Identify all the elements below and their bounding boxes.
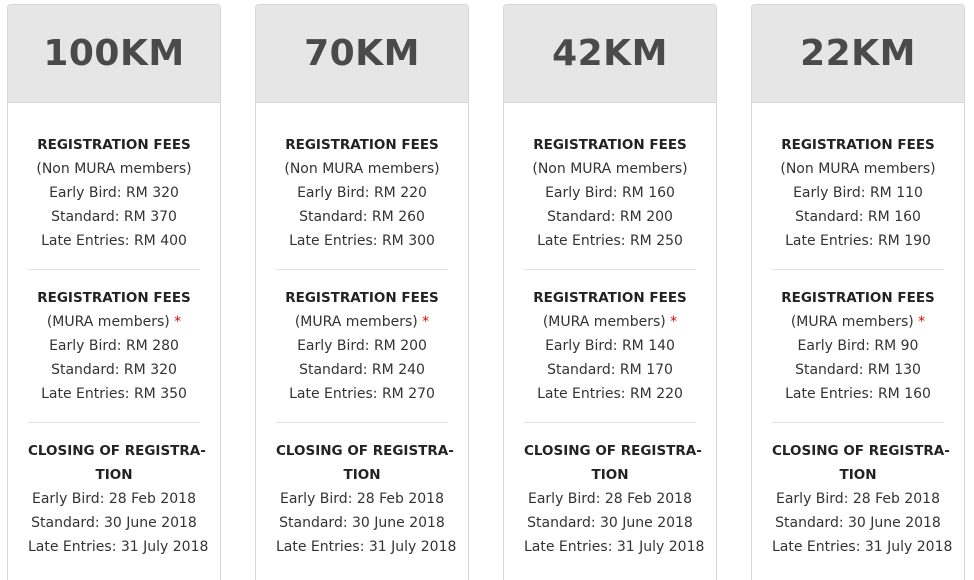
late-entries-fee: Late Entries: RM 350 <box>41 386 187 402</box>
pricing-card-42km <box>503 4 717 580</box>
non-member-fees-section <box>28 133 200 270</box>
early-bird-closing: Early Bird: 28 Feb 2018 <box>776 491 940 507</box>
member-fees-section <box>524 286 696 423</box>
early-bird-fee: Early Bird: RM 220 <box>297 185 427 201</box>
card-header <box>8 5 220 103</box>
section-subtitle-row <box>772 310 944 334</box>
closing-section <box>772 439 953 575</box>
standard-closing: Standard: 30 June 2018 <box>775 515 941 531</box>
early-bird-fee: Early Bird: RM 90 <box>797 338 919 354</box>
standard-fee: Standard: RM 170 <box>547 362 673 378</box>
section-heading-continued: TION <box>343 467 381 483</box>
member-fees-section <box>276 286 448 423</box>
late-entries-fee: Late Entries: RM 300 <box>289 233 435 249</box>
closing-section <box>524 439 705 575</box>
standard-fee: Standard: RM 240 <box>299 362 425 378</box>
section-subtitle: (Non MURA members) <box>780 161 936 177</box>
early-bird-fee: Early Bird: RM 280 <box>49 338 179 354</box>
section-subtitle: (Non MURA members) <box>36 161 192 177</box>
card-body <box>8 103 220 575</box>
late-entries-closing: Late Entries: 31 July 2018 <box>524 539 705 555</box>
required-asterisk: * <box>422 314 430 330</box>
standard-closing: Standard: 30 June 2018 <box>31 515 197 531</box>
late-entries-fee: Late Entries: RM 160 <box>785 386 931 402</box>
early-bird-fee: Early Bird: RM 320 <box>49 185 179 201</box>
card-header <box>752 5 964 103</box>
early-bird-fee: Early Bird: RM 140 <box>545 338 675 354</box>
section-subtitle-row <box>524 310 696 334</box>
section-heading: REGISTRATION FEES <box>285 290 439 306</box>
member-fees-section <box>28 286 200 423</box>
card-title: 22KM <box>800 33 916 74</box>
required-asterisk: * <box>918 314 926 330</box>
standard-fee: Standard: RM 320 <box>51 362 177 378</box>
early-bird-fee: Early Bird: RM 160 <box>545 185 675 201</box>
late-entries-fee: Late Entries: RM 250 <box>537 233 683 249</box>
section-heading: REGISTRATION FEES <box>781 137 935 153</box>
section-heading: CLOSING OF REGISTRA- <box>28 443 206 459</box>
late-entries-fee: Late Entries: RM 400 <box>41 233 187 249</box>
section-subtitle: (Non MURA members) <box>284 161 440 177</box>
required-asterisk: * <box>670 314 678 330</box>
section-subtitle: (MURA members) <box>46 314 170 330</box>
section-heading: CLOSING OF REGISTRA- <box>772 443 950 459</box>
section-heading: REGISTRATION FEES <box>781 290 935 306</box>
section-subtitle: (MURA members) <box>790 314 914 330</box>
non-member-fees-section <box>276 133 448 270</box>
section-subtitle-row <box>28 310 200 334</box>
late-entries-closing: Late Entries: 31 July 2018 <box>276 539 457 555</box>
closing-section <box>28 439 209 575</box>
card-title: 70KM <box>304 33 420 74</box>
pricing-card-22km <box>751 4 965 580</box>
section-subtitle: (MURA members) <box>294 314 418 330</box>
section-heading-continued: TION <box>839 467 877 483</box>
standard-fee: Standard: RM 160 <box>795 209 921 225</box>
section-subtitle: (Non MURA members) <box>532 161 688 177</box>
early-bird-closing: Early Bird: 28 Feb 2018 <box>528 491 692 507</box>
section-heading-continued: TION <box>95 467 133 483</box>
standard-fee: Standard: RM 370 <box>51 209 177 225</box>
late-entries-fee: Late Entries: RM 270 <box>289 386 435 402</box>
standard-fee: Standard: RM 130 <box>795 362 921 378</box>
card-body <box>752 103 964 575</box>
standard-fee: Standard: RM 200 <box>547 209 673 225</box>
late-entries-closing: Late Entries: 31 July 2018 <box>772 539 953 555</box>
section-heading: CLOSING OF REGISTRA- <box>276 443 454 459</box>
standard-closing: Standard: 30 June 2018 <box>527 515 693 531</box>
section-heading: CLOSING OF REGISTRA- <box>524 443 702 459</box>
early-bird-fee: Early Bird: RM 110 <box>793 185 923 201</box>
late-entries-fee: Late Entries: RM 220 <box>537 386 683 402</box>
non-member-fees-section <box>524 133 696 270</box>
closing-section <box>276 439 457 575</box>
section-heading: REGISTRATION FEES <box>533 290 687 306</box>
early-bird-closing: Early Bird: 28 Feb 2018 <box>280 491 444 507</box>
late-entries-fee: Late Entries: RM 190 <box>785 233 931 249</box>
standard-closing: Standard: 30 June 2018 <box>279 515 445 531</box>
early-bird-fee: Early Bird: RM 200 <box>297 338 427 354</box>
card-body <box>256 103 468 575</box>
member-fees-section <box>772 286 944 423</box>
standard-fee: Standard: RM 260 <box>299 209 425 225</box>
section-heading: REGISTRATION FEES <box>37 290 191 306</box>
section-heading-continued: TION <box>591 467 629 483</box>
required-asterisk: * <box>174 314 182 330</box>
section-subtitle: (MURA members) <box>542 314 666 330</box>
card-title: 100KM <box>43 33 185 74</box>
section-subtitle-row <box>276 310 448 334</box>
card-header <box>256 5 468 103</box>
non-member-fees-section <box>772 133 944 270</box>
section-heading: REGISTRATION FEES <box>37 137 191 153</box>
card-title: 42KM <box>552 33 668 74</box>
late-entries-closing: Late Entries: 31 July 2018 <box>28 539 209 555</box>
section-heading: REGISTRATION FEES <box>533 137 687 153</box>
card-header <box>504 5 716 103</box>
pricing-card-100km <box>7 4 221 580</box>
pricing-card-70km <box>255 4 469 580</box>
card-body <box>504 103 716 575</box>
early-bird-closing: Early Bird: 28 Feb 2018 <box>32 491 196 507</box>
section-heading: REGISTRATION FEES <box>285 137 439 153</box>
